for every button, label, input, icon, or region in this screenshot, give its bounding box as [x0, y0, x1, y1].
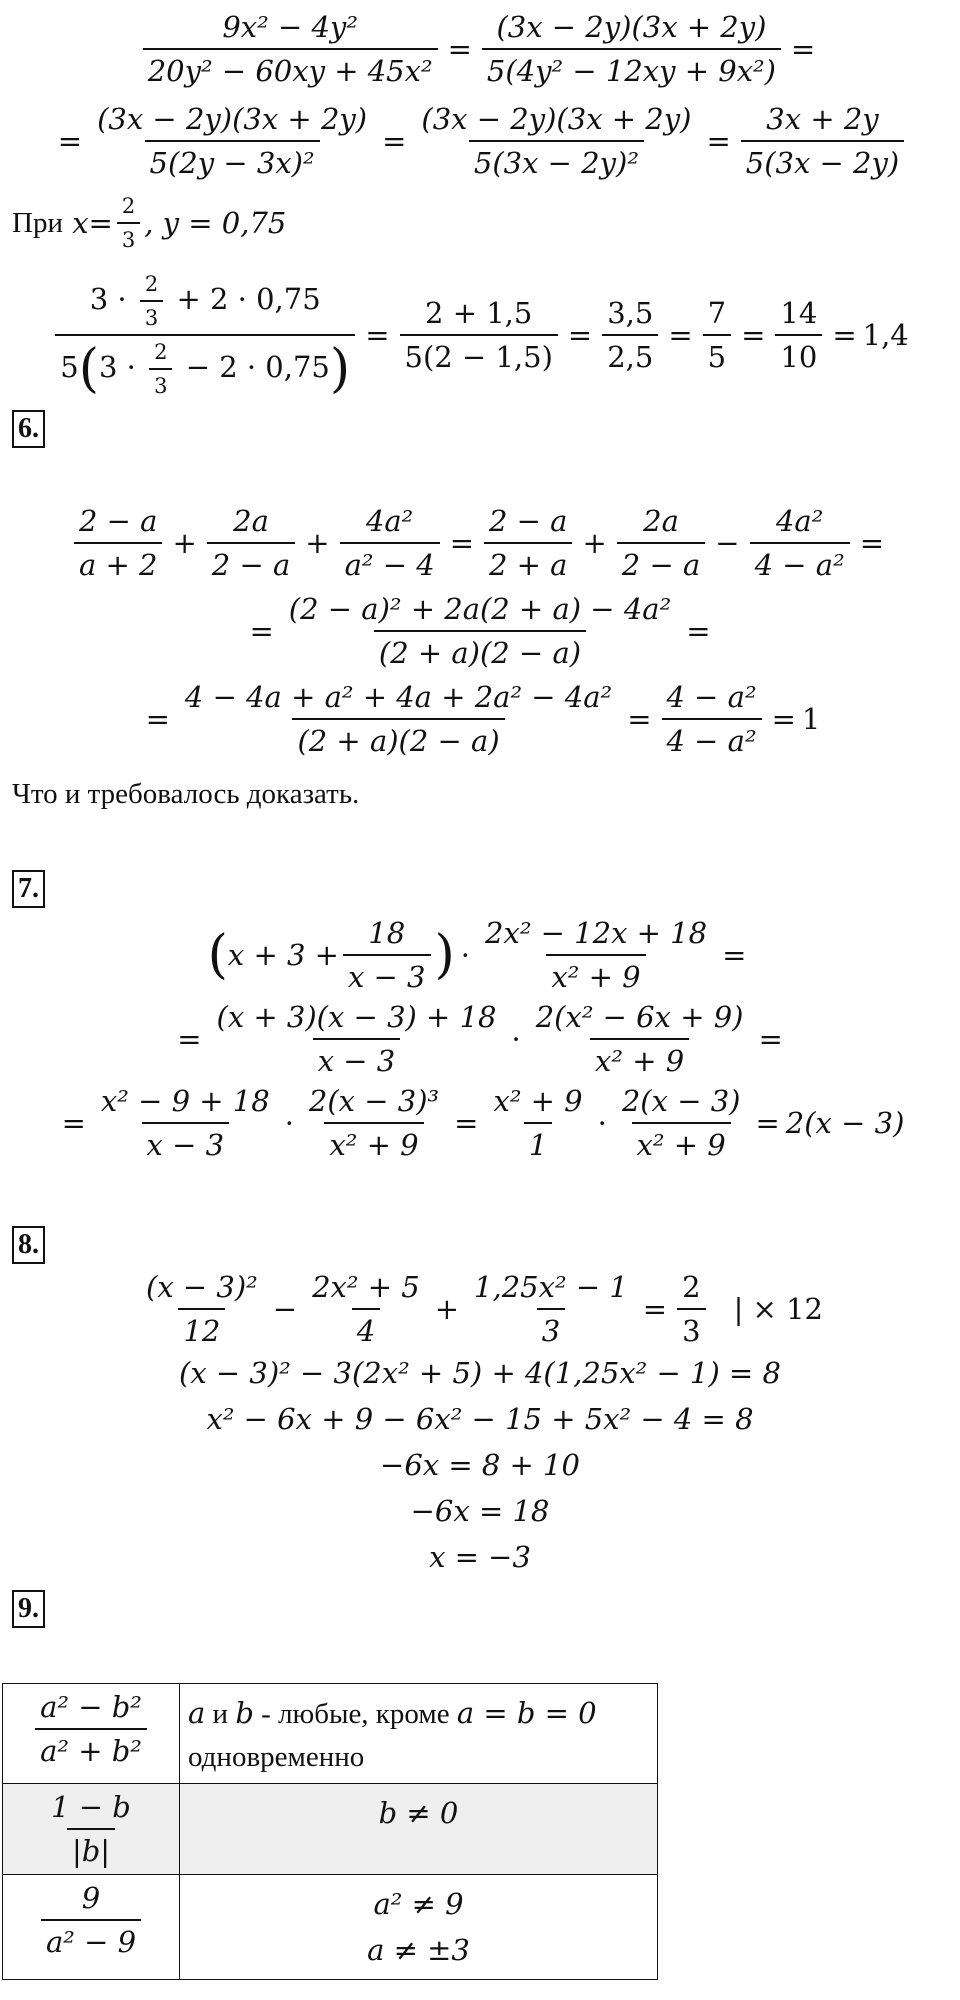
fraction: $\frac{\text{a² − b²}}{\text{a² + b²}}$: [35, 1690, 147, 1768]
fraction: $\frac{2}{3}$: [149, 340, 172, 398]
fraction: $\frac{1 - b}{|b|}$: [51, 1790, 131, 1868]
fraction: $\frac{\text{4a²}}{\text{4 − a²}}$: [750, 504, 850, 582]
problem-9-label: 9.: [12, 1590, 45, 1628]
p6-line-1: $\frac{2 - a}{a + 2}$ + $\frac{2a}{2 - a}$ + $\frac{\text{4a²}}{\text{a² − 4}}$ = $\frac{2 - a}{2 + a}$ + $\frac{2a}{2 - a}$ − $\frac{\text{4a²}}{\text{4 − a²}}$ =: [0, 504, 960, 582]
fraction: $\frac{\text{(2 − a)² + 2a(2 + a) − 4a²}}{(2 + a)(2 - a)}$: [288, 592, 672, 670]
fraction: $\frac{14}{10}$: [775, 296, 822, 374]
fraction: $\frac{(3x - 2y)(3x + 2y)}{\text{5(4y² − 12xy + 9x²)}}$: [482, 10, 781, 88]
p8-step: x² − 6x + 9 − 6x² − 15 + 5x² − 4 = 8: [206, 1402, 754, 1436]
p8-step: −6x = 18: [410, 1494, 550, 1528]
p6-line-3: = $\frac{\text{4 − 4a + a² + 4a + 2a² − 4a²}}{(2 + a)(2 - a)}$ = $\frac{\text{4 − a²}}{\text{4 − a²}}$ = 1: [145, 680, 821, 758]
fraction: 3 · $\frac{2}{3}$ + 2 · 0,75 5(3 · $\frac{2}{3}$ − 2 · 0,75): [55, 272, 355, 398]
fraction: $\frac{3x + 2y}{5(3x - 2y)}$: [741, 102, 904, 180]
p7-line-2: = $\frac{(x + 3)(x - 3) + 18}{x - 3}$ · $\frac{\text{2(x² − 6x + 9)}}{\text{x² + 9}}$ =: [177, 1000, 783, 1078]
p8-step: (x − 3)² − 3(2x² + 5) + 4(1,25x² − 1) = 8: [179, 1356, 781, 1390]
fraction: $\frac{2 + 1,5}{5(2 - 1,5)}$: [400, 296, 558, 374]
fraction: $\frac{\text{4a²}}{\text{a² − 4}}$: [340, 504, 440, 582]
fraction: $\frac{2 - a}{a + 2}$: [74, 504, 162, 582]
p8-step: x = −3: [429, 1540, 531, 1574]
fraction: $\frac{2a}{2 - a}$: [207, 504, 295, 582]
table-row: $\frac{\text{a² − b²}}{\text{a² + b²}}$ a и b - любые, кроме a = b = 0 одновременно: [3, 1684, 658, 1784]
p6-line-2: = $\frac{\text{(2 − a)² + 2a(2 + a) − 4a²}}{(2 + a)(2 - a)}$ =: [249, 592, 711, 670]
fraction: $\frac{(3x - 2y)(3x + 2y)}{\text{5(2y − 3x)²}}$: [97, 102, 368, 180]
fraction: $\frac{\text{2(x² − 6x + 9)}}{\text{x² + 9}}$: [535, 1000, 744, 1078]
p6-conclusion: Что и требовалось доказать.: [12, 778, 360, 810]
p5-condition: При x = $\frac{2}{3}$ , y = 0,75: [12, 194, 287, 252]
fraction: $\frac{\text{x² − 9 + 18}}{x - 3}$: [100, 1084, 270, 1162]
problem-7-label: 7.: [12, 870, 45, 908]
fraction: $\frac{2}{3}$: [140, 272, 163, 330]
fraction: $\frac{\text{2x² − 12x + 18}}{\text{x² + 9}}$: [485, 916, 708, 994]
fraction: $\frac{7}{5}$: [703, 296, 731, 374]
fraction: $\frac{2}{3}$: [677, 1270, 705, 1348]
fraction: $\frac{2}{3}$: [117, 194, 140, 252]
fraction: $\frac{\text{4 − a²}}{\text{4 − a²}}$: [662, 680, 762, 758]
fraction: $\frac{(x + 3)(x - 3) + 18}{x - 3}$: [216, 1000, 497, 1078]
fraction: $\frac{\text{2(x − 3)³}}{\text{x² + 9}}$: [308, 1084, 440, 1162]
fraction: $\frac{\text{(x − 3)²}}{12}$: [146, 1270, 258, 1348]
fraction: $\frac{(3x - 2y)(3x + 2y)}{\text{5(3x − 2y)²}}$: [421, 102, 692, 180]
fraction: $\frac{\text{4 − 4a + a² + 4a + 2a² − 4a²}}{(2 + a)(2 - a)}$: [184, 680, 613, 758]
fraction: $\frac{\text{2x² + 5}}{4}$: [312, 1270, 420, 1348]
fraction: $\frac{\text{9x² − 4y²}}{\text{20y² − 60xy + 45x²}}$: [143, 10, 438, 88]
fraction: $\frac{2a}{2 - a}$: [617, 504, 705, 582]
table-row: $\frac{9}{\text{a² − 9}}$ a² ≠ 9 a ≠ ±3: [3, 1875, 658, 1980]
fraction: $\frac{3,5}{2,5}$: [602, 296, 658, 374]
domain-table: [2, 1683, 658, 1980]
problem-6-label: 6.: [12, 410, 45, 448]
fraction: $\frac{2(x - 3)}{\text{x² + 9}}$: [621, 1084, 741, 1162]
fraction: $\frac{18}{x - 3}$: [343, 916, 431, 994]
problem-8-label: 8.: [12, 1226, 45, 1264]
p5-line-1: $\frac{\text{9x² − 4y²}}{\text{20y² − 60xy + 45x²}}$ = $\frac{(3x - 2y)(3x + 2y)}{\text{5(4y² − 12xy + 9x²)}}$ =: [0, 10, 960, 88]
fraction: $\frac{2 - a}{2 + a}$: [484, 504, 572, 582]
p5-line-3: 3 · $\frac{2}{3}$ + 2 · 0,75 5(3 · $\frac{2}{3}$ − 2 · 0,75) = $\frac{2 + 1,5}{5(2 - 1,5)}$ = $\frac{3,5}{2,5}$ = $\frac{7}{5}$ = $\frac{14}{10}$ = 1,4: [0, 272, 960, 398]
table-row: $\frac{1 - b}{|b|}$ b ≠ 0: [3, 1784, 658, 1875]
p8-step: −6x = 8 + 10: [380, 1448, 580, 1482]
p7-line-3: = $\frac{\text{x² − 9 + 18}}{x - 3}$ · $\frac{\text{2(x − 3)³}}{\text{x² + 9}}$ = $\frac{\text{x² + 9}}{1}$ · $\frac{2(x - 3)}{\text{x² + 9}}$ = 2(x − 3): [61, 1084, 905, 1162]
p8-line-1: $\frac{\text{(x − 3)²}}{12}$ − $\frac{\text{2x² + 5}}{4}$ + $\frac{\text{1,25x² − 1}}{3}$ = $\frac{2}{3}$ | × 12: [0, 1270, 960, 1348]
p5-line-2: = $\frac{(3x - 2y)(3x + 2y)}{\text{5(2y − 3x)²}}$ = $\frac{(3x - 2y)(3x + 2y)}{\text{5(3x − 2y)²}}$ = $\frac{3x + 2y}{5(3x - 2y)}$: [0, 102, 960, 180]
fraction: $\frac{9}{\text{a² − 9}}$: [41, 1881, 141, 1959]
p7-line-1: ( x + 3 + $\frac{18}{x - 3}$ ) · $\frac{\text{2x² − 12x + 18}}{\text{x² + 9}}$ =: [207, 916, 747, 994]
fraction: $\frac{\text{1,25x² − 1}}{3}$: [474, 1270, 628, 1348]
fraction: $\frac{\text{x² + 9}}{1}$: [493, 1084, 583, 1162]
